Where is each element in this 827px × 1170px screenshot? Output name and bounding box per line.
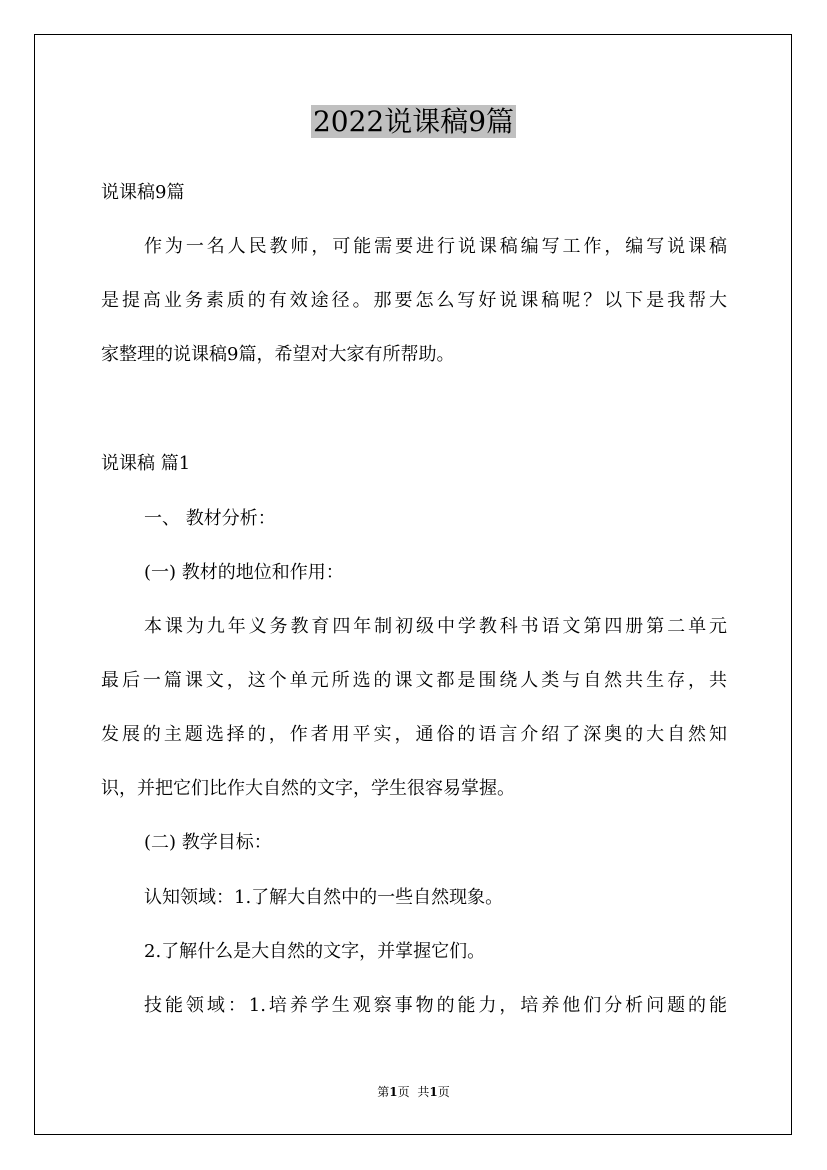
paragraph-line: 本课为九年义务教育四年制初级中学教科书语文第四册第二单元 <box>144 616 727 637</box>
paragraph-line: 认知领域：1.了解大自然中的一些自然现象。 <box>144 887 504 908</box>
paragraph-line: 作为一名人民教师，可能需要进行说课稿编写工作，编写说课稿 <box>144 236 727 257</box>
paragraph-line: 最后一篇课文，这个单元所选的课文都是围绕人类与自然共生存，共 <box>101 670 727 691</box>
heading-level-1: 一、 教材分析： <box>144 508 276 529</box>
section-heading: 说课稿 篇1 <box>101 453 191 474</box>
footer-page-suffix: 页 <box>397 1085 410 1099</box>
footer-page-number: 1 <box>389 1085 398 1099</box>
paragraph-line: 2.了解什么是大自然的文字，并掌握它们。 <box>144 941 486 962</box>
footer-total-prefix: 共 <box>417 1085 430 1099</box>
footer-page-prefix: 第 <box>377 1085 390 1099</box>
paragraph-line: 是提高业务素质的有效途径。那要怎么写好说课稿呢？以下是我帮大 <box>101 290 727 311</box>
footer-total-suffix: 页 <box>437 1085 450 1099</box>
paragraph-line: 发展的主题选择的，作者用平实，通俗的语言介绍了深奥的大自然知 <box>101 724 727 745</box>
paragraph-line: 家整理的说课稿9篇，希望对大家有所帮助。 <box>101 344 455 365</box>
title-text: 2022说课稿9篇 <box>312 105 515 138</box>
paragraph-line: 技能领域：1.培养学生观察事物的能力，培养他们分析问题的能 <box>144 995 727 1016</box>
document-title <box>0 101 827 143</box>
paragraph-line: 识，并把它们比作大自然的文字，学生很容易掌握。 <box>101 778 515 799</box>
heading-level-2: (二) 教学目标： <box>144 832 272 853</box>
subtitle: 说课稿9篇 <box>101 182 185 203</box>
footer-total-number: 1 <box>429 1085 438 1099</box>
page-footer <box>0 1083 827 1101</box>
heading-level-2: (一) 教材的地位和作用： <box>144 562 344 583</box>
